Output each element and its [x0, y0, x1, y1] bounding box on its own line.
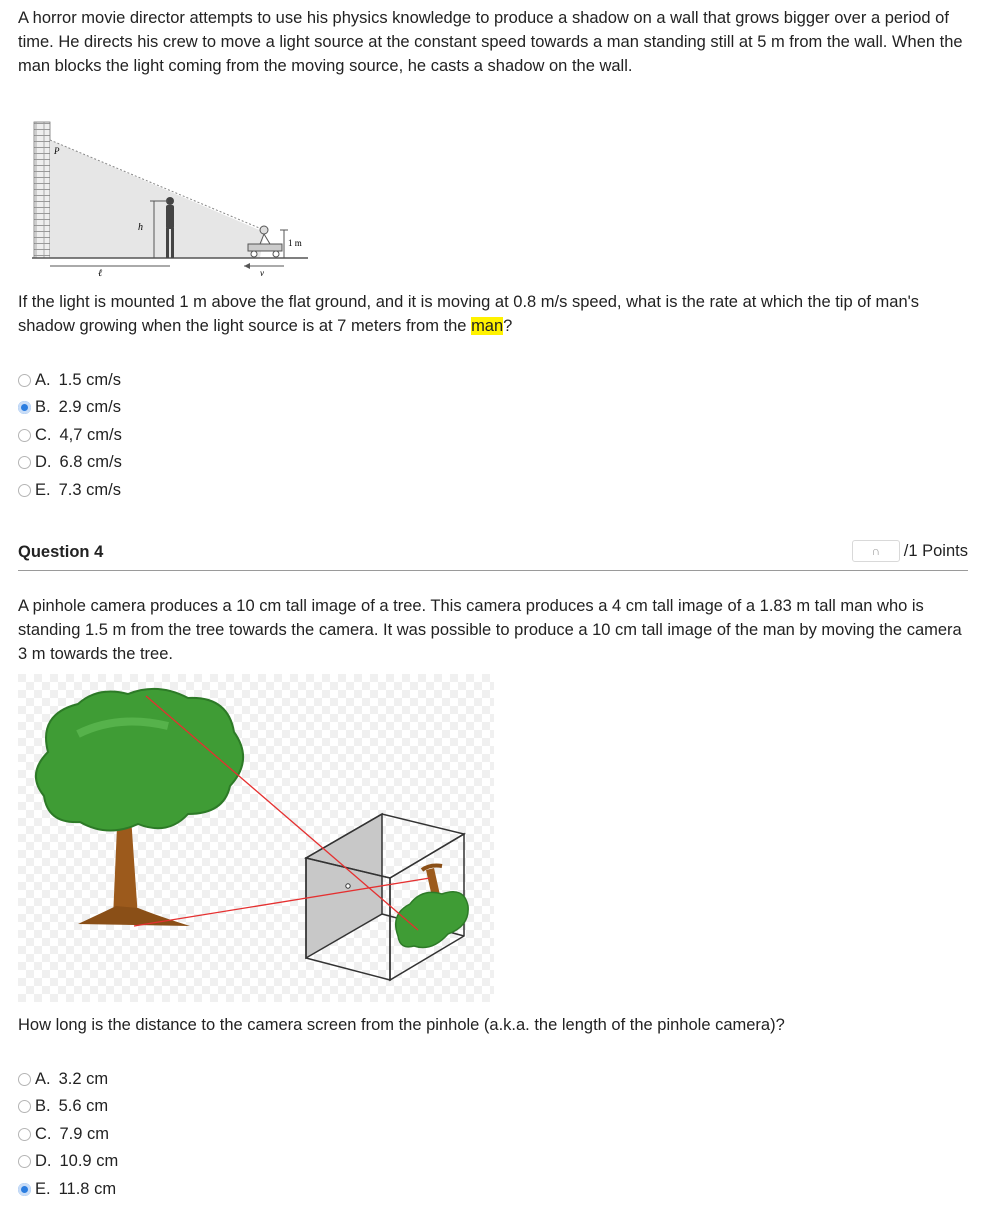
points-area — [852, 540, 968, 562]
answer-option[interactable] — [18, 479, 121, 501]
answer-option[interactable] — [18, 1123, 109, 1145]
shadow-figure — [32, 118, 312, 278]
light-cone — [50, 140, 264, 258]
radio-button[interactable] — [18, 374, 31, 387]
option-text: 11.8 cm — [58, 1179, 117, 1198]
label-v: v — [260, 268, 264, 278]
q3-intro: A horror movie director attempts to use his physics knowledge to produce a shadow on a wall that grows bigger over a period of time. He directs his crew to move a light source at the constant speed towards a man standing still at 5 m from the wall. When the man blocks the light coming from the moving source, he casts a shadow on the wall. — [18, 9, 963, 75]
points-label: /1 Points — [903, 541, 968, 560]
option-text: 2.9 cm/s — [58, 398, 121, 416]
radio-button[interactable] — [18, 1100, 31, 1113]
option-text: 4,7 cm/s — [59, 425, 122, 444]
radio-button[interactable] — [18, 401, 31, 414]
option-text: 7.3 cm/s — [58, 480, 121, 499]
answer-option[interactable] — [18, 369, 121, 391]
radio-button[interactable] — [18, 1073, 31, 1086]
option-text: 6.8 cm/s — [59, 453, 122, 471]
radio-button[interactable] — [18, 484, 31, 497]
brick-wall — [34, 122, 50, 258]
answer-option[interactable] — [18, 397, 121, 419]
option-letter: B. — [35, 1097, 51, 1115]
option-text: 3.2 cm — [58, 1069, 109, 1088]
label-h: h — [138, 222, 143, 233]
option-letter: E. — [35, 480, 51, 499]
q4-intro: A pinhole camera produces a 10 cm tall image of a tree. This camera produces a 4 cm tall image of a 1.83 m tall man who is standing 1.5 m from the tree towards the camera. It was possible to produce a 10 cm tall image of the man by moving the camera 3 m towards the tree. — [18, 597, 962, 663]
pinhole-figure — [18, 674, 494, 1002]
divider — [18, 570, 968, 571]
label-p: P — [54, 146, 60, 156]
radio-button[interactable] — [18, 456, 31, 469]
option-letter: C. — [35, 1124, 52, 1143]
radio-button[interactable] — [18, 1155, 31, 1168]
option-text: 7.9 cm — [59, 1124, 110, 1143]
answer-option[interactable] — [18, 452, 122, 474]
answer-option[interactable] — [18, 1096, 108, 1118]
option-letter: C. — [35, 425, 52, 444]
answer-option[interactable] — [18, 1151, 118, 1173]
option-letter: A. — [35, 370, 51, 389]
option-letter: B. — [35, 398, 51, 416]
radio-button[interactable] — [18, 1128, 31, 1141]
option-letter: D. — [35, 1152, 52, 1170]
radio-button[interactable] — [18, 1183, 31, 1196]
option-letter: E. — [35, 1179, 51, 1198]
points-input[interactable]: ∩ — [852, 540, 900, 562]
option-text: 5.6 cm — [58, 1097, 109, 1115]
q3-question: If the light is mounted 1 m above the flat ground, and it is moving at 0.8 m/s speed, what is the rate at which the tip of man's shadow growing when the light source is at 7 meters from the man? — [18, 293, 920, 335]
q4-question: How long is the distance to the camera screen from the pinhole (a.k.a. the length of the pinhole camera)? — [18, 1016, 785, 1034]
label-l: ℓ — [98, 268, 103, 278]
radio-button[interactable] — [18, 429, 31, 442]
answer-option[interactable] — [18, 1178, 116, 1200]
answer-option[interactable] — [18, 1068, 108, 1090]
option-text: 10.9 cm — [59, 1152, 119, 1170]
option-letter: A. — [35, 1069, 51, 1088]
option-letter: D. — [35, 453, 52, 471]
answer-option[interactable] — [18, 424, 122, 446]
label-1m: 1 m — [288, 238, 302, 248]
option-text: 1.5 cm/s — [58, 370, 121, 389]
question-title: Question 4 — [18, 543, 104, 561]
